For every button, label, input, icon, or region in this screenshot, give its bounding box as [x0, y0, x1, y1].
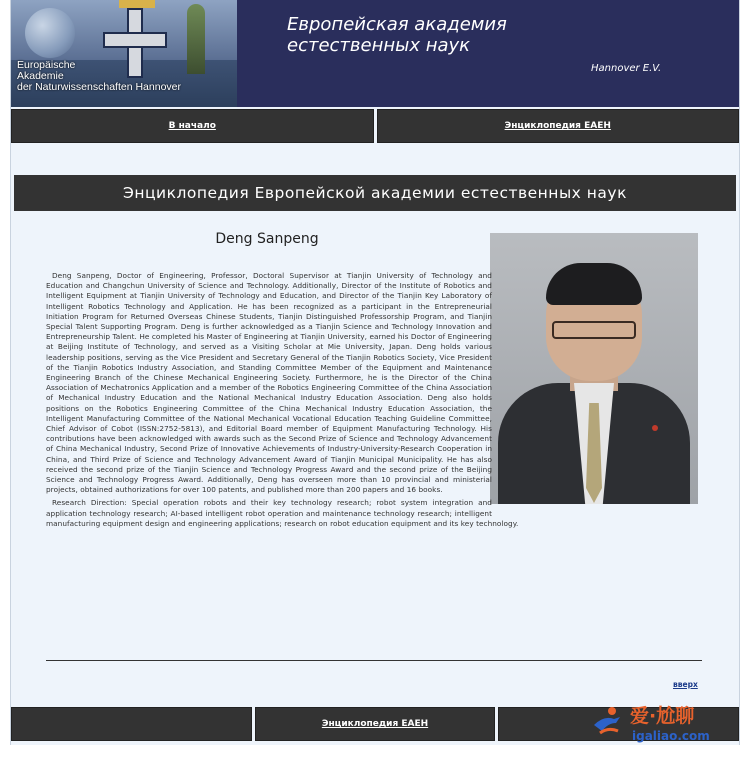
page	[10, 0, 740, 745]
academy-logo[interactable]	[11, 0, 237, 107]
back-to-top-link[interactable]: вверх	[673, 680, 698, 689]
section-banner: Энциклопедия Европейской академии естественных наук	[14, 175, 736, 211]
bottom-nav-left[interactable]	[11, 707, 252, 741]
ribbon-icon	[119, 0, 155, 8]
top-nav	[11, 109, 739, 143]
tower-icon	[187, 4, 205, 74]
bio-paragraph: Deng Sanpeng, Doctor of Engineering, Professor, Doctoral Supervisor at Tianjin University of Technology and Education and Changchun University of Science and Technology. Additionally, Director of the Institute of Robotics and Intelligent Equipment at Tianjin University of Technology and Education, and Director of the Tianjin Key Laboratory of Intelligent Robotics Technology and Application. He has been recognized as a participant in the Entrepreneurial Initiation Program for Returned Overseas Chinese Students, Tianjin Distinguished Professorship Program, and Tianjin Special Talent Supporting Program. Deng is further acknowledged as a Tianjin Science and Technology Innovation and Entrepreneurship Talent. He completed his Master of Engineering at Tianjin University, earned his Doctor of Engineering at Beijing Institute of Technology, and served as a Visiting Scholar at Mie University, Japan. Deng holds various leadership positions, serving as the Vice President and Secretary General of the Tianjin Robotics Society, Vice President of the Tianjin Robotics Industry Association, and Standing Committee Member of the Equipment and Maintenance Engineering Branch of the Chinese Mechanical Engineering Society. Furthermore, he is the Director of the China Association of Mechatronics Application and a member of the Robotics Engineering Committee of the China Association of Mechanical Industry Education and the National Mechanical Industry Education Association. Deng also holds positions on the Robotics Engineering Committee of the China Mechanical Industry Education Association, the Intelligent Manufacturing Committee of the National Mechanical Vocational Education Teaching Guideline Committee, Chief Advisor of Cobot (ISSN:2752-5813), and Editorial Board member of Equipment Manufacturing Technology. His contributions have been acknowledged with awards such as the Second Prize of Science and Technology Advancement of China Mechanical Industry, Second Prize of Innovative Achievements of Industry-University-Research Cooperation in China, and Third Prize of Science and Technology Advancement Award of Tianjin Municipal Municipality. He has also received the second prize of the Tianjin Science and Technology Progress Award and the second prize of the Beijing Science and Technology Progress Award. Additionally, Deng has overseen more than 10 provincial and ministerial projects, obtained authorizations for over 100 patents, and published more than 200 papers and 16 books.	[46, 271, 492, 495]
site-subtitle: Hannover E.V.	[591, 63, 662, 74]
research-paragraph: Research Direction: Special operation robots and their key technology research; robot system integration and application technology research; AI-based intelligent robot operation and maintenance technology research; intelligent manufacturing equipment design and engineering applications; research on robot education equipment and its key technology.	[46, 498, 519, 528]
watermark	[590, 701, 740, 745]
nav-encyclopedia-link[interactable]: Энциклопедия EAEH	[377, 109, 740, 143]
watermark-brand: 爱·尬聊	[630, 705, 695, 727]
bottom-nav-encyclopedia-link[interactable]: Энциклопедия EAEH	[255, 707, 496, 741]
globe-icon	[25, 8, 75, 58]
watermark-url: igaliao.com	[632, 729, 710, 743]
biography	[46, 271, 702, 529]
runner-icon	[590, 705, 624, 739]
site-header	[11, 0, 739, 107]
nav-home-link[interactable]: В начало	[11, 109, 374, 143]
site-title: Европейская академия естественных наук	[287, 14, 507, 56]
person-name: Deng Sanpeng	[215, 231, 319, 247]
divider	[46, 660, 702, 661]
logo-caption: Europäische Akademie der Naturwissenschaften Hannover	[17, 59, 182, 93]
